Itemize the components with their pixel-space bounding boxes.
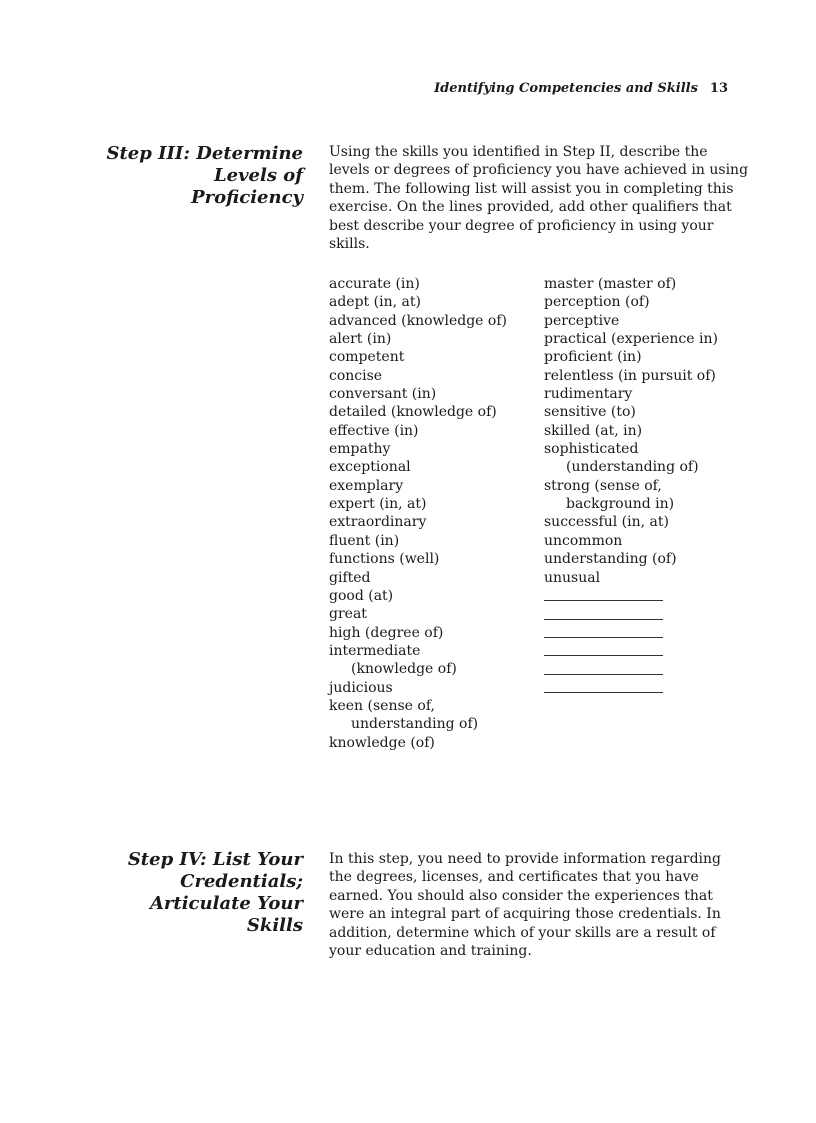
qualifier-text: proficient (in) bbox=[544, 349, 642, 366]
qualifier-item bbox=[329, 550, 507, 568]
qualifier-text: perceptive bbox=[544, 312, 620, 329]
blank-fill-line bbox=[544, 587, 663, 605]
qualifier-text: judicious bbox=[329, 679, 393, 696]
step3-heading bbox=[100, 143, 303, 209]
step4-text-line: were an integral part of acquiring those credentials. In bbox=[329, 906, 721, 923]
qualifier-text: unusual bbox=[544, 569, 601, 586]
qualifier-continuation: background in) bbox=[566, 496, 675, 513]
qualifier-list-left bbox=[329, 275, 507, 752]
step4-text-line: In this step, you need to provide information regarding bbox=[329, 851, 721, 867]
qualifier-text: knowledge (of) bbox=[329, 734, 435, 751]
qualifier-item bbox=[544, 422, 718, 440]
qualifier-item bbox=[329, 458, 507, 476]
qualifier-item bbox=[329, 440, 507, 458]
qualifier-item bbox=[544, 440, 718, 477]
qualifier-text: extraordinary bbox=[329, 514, 427, 531]
step3-heading-line: Step III: Determine bbox=[106, 142, 303, 164]
qualifier-item bbox=[544, 550, 718, 568]
qualifier-text: competent bbox=[329, 349, 405, 366]
qualifier-item bbox=[544, 569, 718, 587]
qualifier-item bbox=[544, 330, 718, 348]
qualifier-text: conversant (in) bbox=[329, 386, 437, 403]
qualifier-item bbox=[329, 348, 507, 366]
qualifier-text: rudimentary bbox=[544, 386, 633, 403]
qualifier-text: sophisticated bbox=[544, 441, 639, 458]
step4-heading bbox=[100, 849, 303, 937]
qualifier-item bbox=[544, 275, 718, 293]
qualifier-continuation: (knowledge of) bbox=[351, 661, 457, 678]
qualifier-item bbox=[544, 348, 718, 366]
qualifier-text: gifted bbox=[329, 569, 371, 586]
qualifier-item bbox=[329, 513, 507, 531]
qualifier-text: uncommon bbox=[544, 532, 623, 549]
step4-text-line: the degrees, licenses, and certificates that you have bbox=[329, 869, 699, 886]
qualifier-item bbox=[329, 587, 507, 605]
step3-text-line: exercise. On the lines provided, add other qualifiers that bbox=[329, 199, 732, 216]
qualifier-item bbox=[544, 513, 718, 531]
qualifier-text: good (at) bbox=[329, 587, 394, 604]
qualifier-item bbox=[329, 293, 507, 311]
qualifier-item bbox=[329, 532, 507, 550]
qualifier-item bbox=[544, 477, 718, 514]
blank-fill-line bbox=[544, 679, 663, 697]
qualifier-item bbox=[329, 477, 507, 495]
qualifier-item bbox=[329, 642, 507, 679]
step3-heading-line: Proficiency bbox=[191, 186, 303, 208]
qualifier-item bbox=[544, 532, 718, 550]
qualifier-text: perception (of) bbox=[544, 294, 650, 311]
blank-fill-line bbox=[544, 660, 663, 678]
qualifier-text: high (degree of) bbox=[329, 624, 444, 641]
qualifier-text: strong (sense of, bbox=[544, 477, 662, 494]
running-head-title: Identifying Competencies and Skills bbox=[434, 81, 698, 96]
qualifier-item bbox=[329, 734, 507, 752]
running-head bbox=[434, 80, 728, 98]
step4-text-line: your education and training. bbox=[329, 943, 532, 960]
qualifier-text: effective (in) bbox=[329, 422, 419, 439]
qualifier-text: keen (sense of, bbox=[329, 697, 435, 714]
qualifier-item bbox=[544, 293, 718, 311]
blank-fill-line bbox=[544, 624, 663, 642]
blank-fill-line bbox=[544, 605, 663, 623]
step4-heading-line: Articulate Your bbox=[149, 892, 303, 914]
qualifier-text: detailed (knowledge of) bbox=[329, 404, 497, 421]
step3-text-line: skills. bbox=[329, 236, 370, 253]
qualifier-item bbox=[329, 495, 507, 513]
step4-text-line: earned. You should also consider the experiences that bbox=[329, 887, 713, 904]
step4-text-line: addition, determine which of your skills are a result of bbox=[329, 924, 716, 941]
page-number: 13 bbox=[709, 81, 728, 96]
step3-text-line: them. The following list will assist you in completing this bbox=[329, 180, 734, 197]
qualifier-item bbox=[329, 330, 507, 348]
step3-text-line: best describe your degree of proficiency in using your bbox=[329, 217, 714, 234]
qualifier-text: skilled (at, in) bbox=[544, 422, 643, 439]
qualifier-item bbox=[329, 624, 507, 642]
qualifier-text: successful (in, at) bbox=[544, 514, 669, 531]
qualifier-item bbox=[329, 422, 507, 440]
qualifier-text: expert (in, at) bbox=[329, 496, 427, 513]
qualifier-item bbox=[544, 367, 718, 385]
qualifier-text: sensitive (to) bbox=[544, 404, 636, 421]
qualifier-continuation: (understanding of) bbox=[566, 459, 699, 476]
step4-heading-line: Skills bbox=[246, 914, 303, 936]
step3-paragraph bbox=[329, 143, 749, 253]
qualifier-item bbox=[329, 697, 507, 734]
qualifier-item bbox=[544, 385, 718, 403]
qualifier-item bbox=[329, 385, 507, 403]
qualifier-item bbox=[329, 569, 507, 587]
qualifier-text: accurate (in) bbox=[329, 276, 420, 292]
qualifier-text: great bbox=[329, 606, 367, 623]
qualifier-item bbox=[544, 403, 718, 421]
qualifier-text: exemplary bbox=[329, 477, 404, 494]
qualifier-text: adept (in, at) bbox=[329, 294, 421, 311]
qualifier-item bbox=[329, 312, 507, 330]
qualifier-text: understanding (of) bbox=[544, 551, 677, 568]
qualifier-text: master (master of) bbox=[544, 276, 677, 292]
qualifier-text: exceptional bbox=[329, 459, 411, 476]
step3-text-line: Using the skills you identified in Step II, describe the bbox=[329, 144, 708, 160]
qualifier-item bbox=[329, 367, 507, 385]
step3-text-line: levels or degrees of proficiency you have achieved in using bbox=[329, 162, 749, 179]
blank-fill-line bbox=[544, 642, 663, 660]
qualifier-text: fluent (in) bbox=[329, 532, 400, 549]
qualifier-item bbox=[544, 312, 718, 330]
step4-paragraph bbox=[329, 850, 749, 960]
qualifier-item bbox=[329, 275, 507, 293]
qualifier-list-right bbox=[544, 275, 718, 697]
step4-heading-line: Step IV: List Your bbox=[127, 848, 303, 870]
qualifier-text: relentless (in pursuit of) bbox=[544, 367, 716, 384]
qualifier-text: functions (well) bbox=[329, 551, 440, 568]
step4-heading-line: Credentials; bbox=[180, 870, 303, 892]
qualifier-text: intermediate bbox=[329, 642, 421, 659]
qualifier-text: empathy bbox=[329, 441, 391, 458]
step3-heading-line: Levels of bbox=[213, 164, 303, 186]
qualifier-item bbox=[329, 605, 507, 623]
qualifier-text: concise bbox=[329, 367, 383, 384]
qualifier-continuation: understanding of) bbox=[351, 716, 479, 733]
qualifier-item bbox=[329, 403, 507, 421]
qualifier-item bbox=[329, 679, 507, 697]
qualifier-text: advanced (knowledge of) bbox=[329, 312, 507, 329]
qualifier-text: alert (in) bbox=[329, 331, 392, 348]
qualifier-text: practical (experience in) bbox=[544, 331, 718, 348]
